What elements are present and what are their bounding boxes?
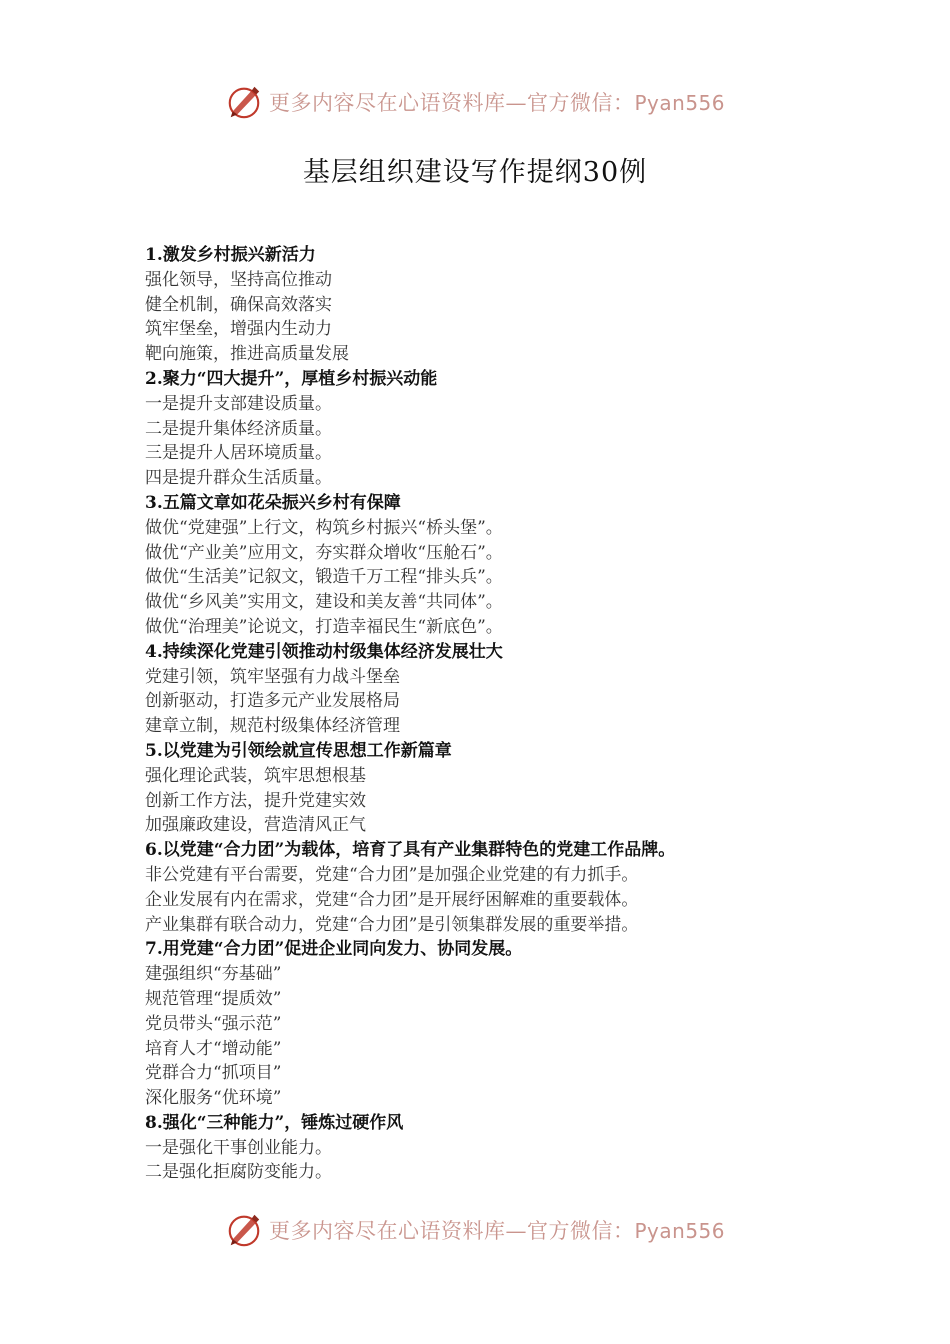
watermark-text: 更多内容尽在心语资料库—官方微信：Pyan556: [268, 1219, 725, 1243]
watermark-id: Pyan556: [634, 1219, 725, 1243]
outline-item: 做优“党建强”上行文，构筑乡村振兴“桥头堡”。: [145, 517, 503, 538]
outline-item: 党员带头“强示范”: [145, 1013, 282, 1034]
pen-logo-icon: [225, 83, 263, 121]
outline-item: 做优“治理美”论说文，打造幸福民生“新底色”。: [145, 616, 503, 637]
outline-item: 靶向施策，推进高质量发展: [145, 344, 349, 365]
outline-item: 培育人才“增动能”: [145, 1038, 282, 1059]
outline-item: 深化服务“优环境”: [145, 1088, 282, 1109]
section-heading: 2.聚力“四大提升”，厚植乡村振兴动能: [145, 368, 438, 389]
outline-item: 做优“产业美”应用文，夯实群众增收“压舱石”。: [145, 542, 503, 563]
document-title: 基层组织建设写作提纲30例: [302, 157, 648, 188]
outline-item: 党建引领，筑牢坚强有力战斗堡垒: [145, 666, 400, 687]
outline-item: 二是强化拒腐防变能力。: [145, 1162, 332, 1183]
outline-item: 做优“生活美”记叙文，锻造千万工程“排头兵”。: [145, 567, 503, 588]
outline-item: 三是提升人居环境质量。: [145, 443, 332, 464]
section-heading: 1.激发乡村振兴新活力: [145, 245, 316, 265]
outline-item: 强化领导，坚持高位推动: [145, 269, 332, 290]
outline-item: 规范管理“提质效”: [145, 988, 282, 1009]
outline-item: 创新工作方法，提升党建实效: [145, 790, 366, 811]
watermark-text: 更多内容尽在心语资料库—官方微信：Pyan556: [268, 91, 725, 115]
outline-item: 建章立制，规范村级集体经济管理: [145, 716, 400, 737]
outline-item: 健全机制，确保高效落实: [145, 294, 332, 315]
outline-item: 加强廉政建设，营造清风正气: [145, 815, 366, 836]
outline-item: 一是强化干事创业能力。: [145, 1137, 332, 1158]
section-heading: 3.五篇文章如花朵振兴乡村有保障: [145, 492, 401, 513]
section-heading: 5.以党建为引领绘就宣传思想工作新篇章: [145, 740, 452, 761]
outline-item: 做优“乡风美”实用文，建设和美友善“共同体”。: [145, 592, 503, 613]
outline-item: 一是提升支部建设质量。: [145, 393, 332, 414]
outline-item: 四是提升群众生活质量。: [145, 468, 332, 489]
outline-item: 创新驱动，打造多元产业发展格局: [145, 691, 400, 712]
pen-logo-icon: [225, 1211, 263, 1249]
outline-item: 强化理论武装，筑牢思想根基: [145, 765, 366, 786]
section-heading: 7.用党建“合力团”促进企业同向发力、协同发展。: [145, 939, 523, 960]
section-heading: 8.强化“三种能力”，锤炼过硬作风: [145, 1112, 404, 1133]
outline-content: [145, 243, 845, 1185]
outline-item: 企业发展有内在需求，党建“合力团”是开展纾困解难的重要载体。: [145, 889, 639, 910]
watermark-id: Pyan556: [634, 91, 725, 115]
outline-item: 产业集群有联合动力，党建“合力团”是引领集群发展的重要举措。: [145, 914, 639, 935]
section-heading: 6.以党建“合力团”为载体，培育了具有产业集群特色的党建工作品牌。: [145, 840, 676, 861]
section-heading: 4.持续深化党建引领推动村级集体经济发展壮大: [145, 641, 503, 662]
outline-item: 二是提升集体经济质量。: [145, 418, 332, 439]
outline-item: 非公党建有平台需要，党建“合力团”是加强企业党建的有力抓手。: [145, 864, 639, 885]
header-watermark: [0, 80, 950, 124]
outline-item: 筑牢堡垒，增强内生动力: [145, 319, 332, 340]
outline-item: 党群合力“抓项目”: [145, 1063, 282, 1084]
outline-item: 建强组织“夯基础”: [145, 964, 282, 985]
footer-watermark: [0, 1208, 950, 1252]
